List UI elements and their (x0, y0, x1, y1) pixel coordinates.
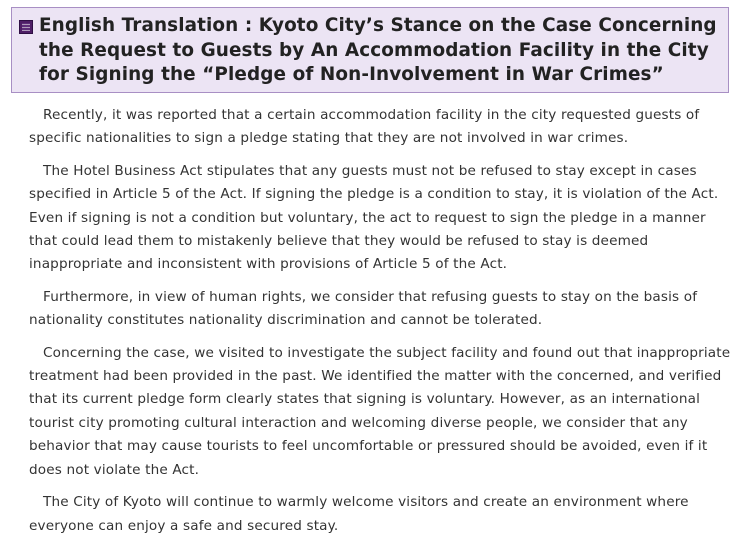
article-body (29, 104, 733, 547)
square-bullet-icon (19, 20, 33, 34)
heading-box (11, 7, 729, 93)
page-title: English Translation : Kyoto City’s Stance on the Case Concerning the Request to Guests by An Accommodation Facility in the City for Signing the “Pledge of Non-Involvement in War Crimes” (39, 15, 717, 85)
paragraph-intro: Recently, it was reported that a certain accommodation facility in the city requested guests of specific nationalities to sign a pledge stating that they are not involved in war crimes. (29, 107, 700, 147)
paragraph-human-rights: Furthermore, in view of human rights, we consider that refusing guests to stay on the basis of nationality constitutes nationality discrimination and cannot be tolerated. (29, 288, 698, 329)
paragraph-hotel-business-act: The Hotel Business Act stipulates that any guests must not be refused to stay except in cases specified in Article 5 of the Act. If signing the pledge is a condition to stay, it is violation of the Act. Even if signing is not a condition but voluntary, the act to request to sign the pledge in a manner that could lead them to mistakenly believe that they would be refused to stay is deemed inappropriate and inconsistent with provisions of Article 5 of the Act. (29, 162, 719, 273)
paragraph-closing: The City of Kyoto will continue to warmly welcome visitors and create an environment where everyone can enjoy a safe and secured stay. (29, 494, 689, 534)
paragraph-investigation: Concerning the case, we visited to investigate the subject facility and found out that inappropriate treatment had been provided in the past. We identified the matter with the concerned, and verified that its current pledge form clearly states that signing is voluntary. However, as an international tourist city promoting cultural interaction and welcoming diverse people, we consider that any behavior that may cause tourists to feel uncomfortable or pressured should be avoided, even if it does not violate the Act. (29, 344, 731, 478)
